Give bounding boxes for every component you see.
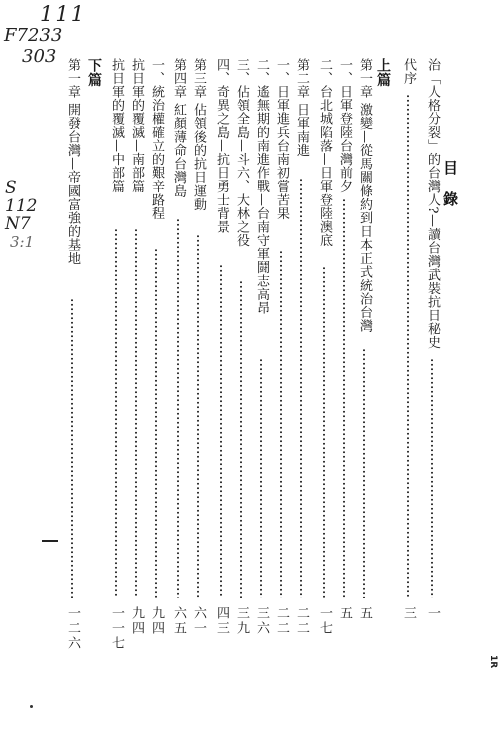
entry-page: 九四 xyxy=(149,606,164,636)
entry-page: 三六 xyxy=(254,606,269,636)
toc-heading: 目錄 xyxy=(441,160,459,222)
entry-title: 第三章 佔領後的抗日運動 xyxy=(191,58,206,212)
entry-title: 二、遙無期的南進作戰—台南守軍鬪志高昂 xyxy=(254,58,269,315)
toc-entry xyxy=(336,58,352,658)
dot-leader xyxy=(300,178,302,598)
dot-leader xyxy=(363,348,365,598)
entry-page: 九四 xyxy=(129,606,144,636)
part-label xyxy=(86,58,102,658)
dot-leader xyxy=(431,358,433,598)
handwritten-note: 111 xyxy=(40,2,87,26)
entry-page: 一一七 xyxy=(109,606,124,651)
toc-entry xyxy=(253,58,269,658)
toc-entry xyxy=(128,58,144,658)
entry-title: 抗日軍的覆滅—中部篇 xyxy=(109,58,124,193)
dot-leader xyxy=(155,248,157,598)
entry-page: 一二六 xyxy=(65,606,80,651)
entry-page: 三 xyxy=(401,606,416,621)
entry-title: 三、佔領全島—斗六、大林之役 xyxy=(234,58,249,247)
entry-title: 第一章 激變—從馬關條約到日本正式統治台灣 xyxy=(357,58,372,333)
entry-title: 第四章 紅顏薄命台灣島 xyxy=(171,58,186,198)
entry-page: 一七 xyxy=(317,606,332,636)
entry-page: 六五 xyxy=(171,606,186,636)
entry-page: 五 xyxy=(357,606,372,621)
entry-title: 抗日軍的覆滅—南部篇 xyxy=(129,58,144,193)
entry-title: 一、統治權確立的艱辛路程 xyxy=(149,58,164,220)
dot-leader xyxy=(135,228,137,598)
entry-title: 第二章 日軍南進 xyxy=(294,58,309,158)
toc-entry xyxy=(213,58,229,658)
dot-leader xyxy=(323,266,325,598)
dot-leader xyxy=(240,280,242,598)
toc-entry xyxy=(233,58,249,658)
dot-leader xyxy=(115,228,117,598)
handwritten-note: S xyxy=(5,178,17,198)
entry-page: 五 xyxy=(337,606,352,621)
toc-entry xyxy=(293,58,309,658)
entry-page: 六一 xyxy=(191,606,206,636)
dot-leader xyxy=(280,250,282,598)
entry-title: 代序 xyxy=(401,58,416,85)
page-number-mark xyxy=(42,540,58,542)
toc-entry xyxy=(190,58,206,658)
toc-entry xyxy=(400,58,416,658)
toc-entry xyxy=(424,58,440,658)
entry-title: 第一章 開發台灣—帝國富強的基地 xyxy=(65,58,80,266)
scan-speck xyxy=(30,705,33,708)
dot-leader xyxy=(71,298,73,598)
toc-entry xyxy=(170,58,186,658)
toc-entry xyxy=(148,58,164,658)
dot-leader xyxy=(177,218,179,598)
entry-title: 下篇 xyxy=(86,58,102,87)
toc-entry xyxy=(356,58,372,658)
entry-page: 二二 xyxy=(294,606,309,636)
toc-entry xyxy=(273,58,289,658)
dot-leader xyxy=(407,94,409,598)
toc-entry xyxy=(316,58,332,658)
toc-entry xyxy=(108,58,124,658)
toc-entry xyxy=(64,58,80,658)
entry-title: 二、台北城陷落—日軍登陸澳底 xyxy=(317,58,332,247)
dot-leader xyxy=(343,198,345,598)
dot-leader xyxy=(260,358,262,598)
entry-title: 上篇 xyxy=(375,58,391,87)
side-mark: 1R xyxy=(488,655,498,669)
entry-title: 四、奇異之島—抗日勇士背景 xyxy=(214,58,229,234)
handwritten-note: N7 xyxy=(5,214,31,234)
entry-page: 一 xyxy=(425,606,440,621)
dot-leader xyxy=(197,234,199,598)
dot-leader xyxy=(220,264,222,598)
handwritten-note: 112 xyxy=(5,196,38,216)
entry-title: 一、日軍進兵台南初嘗苦果 xyxy=(274,58,289,220)
entry-page: 三九 xyxy=(234,606,249,636)
entry-title: 治「人格分裂」的台灣人?—讀台灣武裝抗日秘史 xyxy=(425,58,440,349)
handwritten-note: 3:1 xyxy=(10,233,35,251)
part-label xyxy=(375,58,391,658)
entry-page: 四三 xyxy=(214,606,229,636)
handwritten-note: F7233 xyxy=(4,25,63,46)
handwritten-note: 303 xyxy=(22,46,57,67)
entry-title: 一、日軍登陸台灣前夕 xyxy=(337,58,352,193)
entry-page: 二二 xyxy=(274,606,289,636)
